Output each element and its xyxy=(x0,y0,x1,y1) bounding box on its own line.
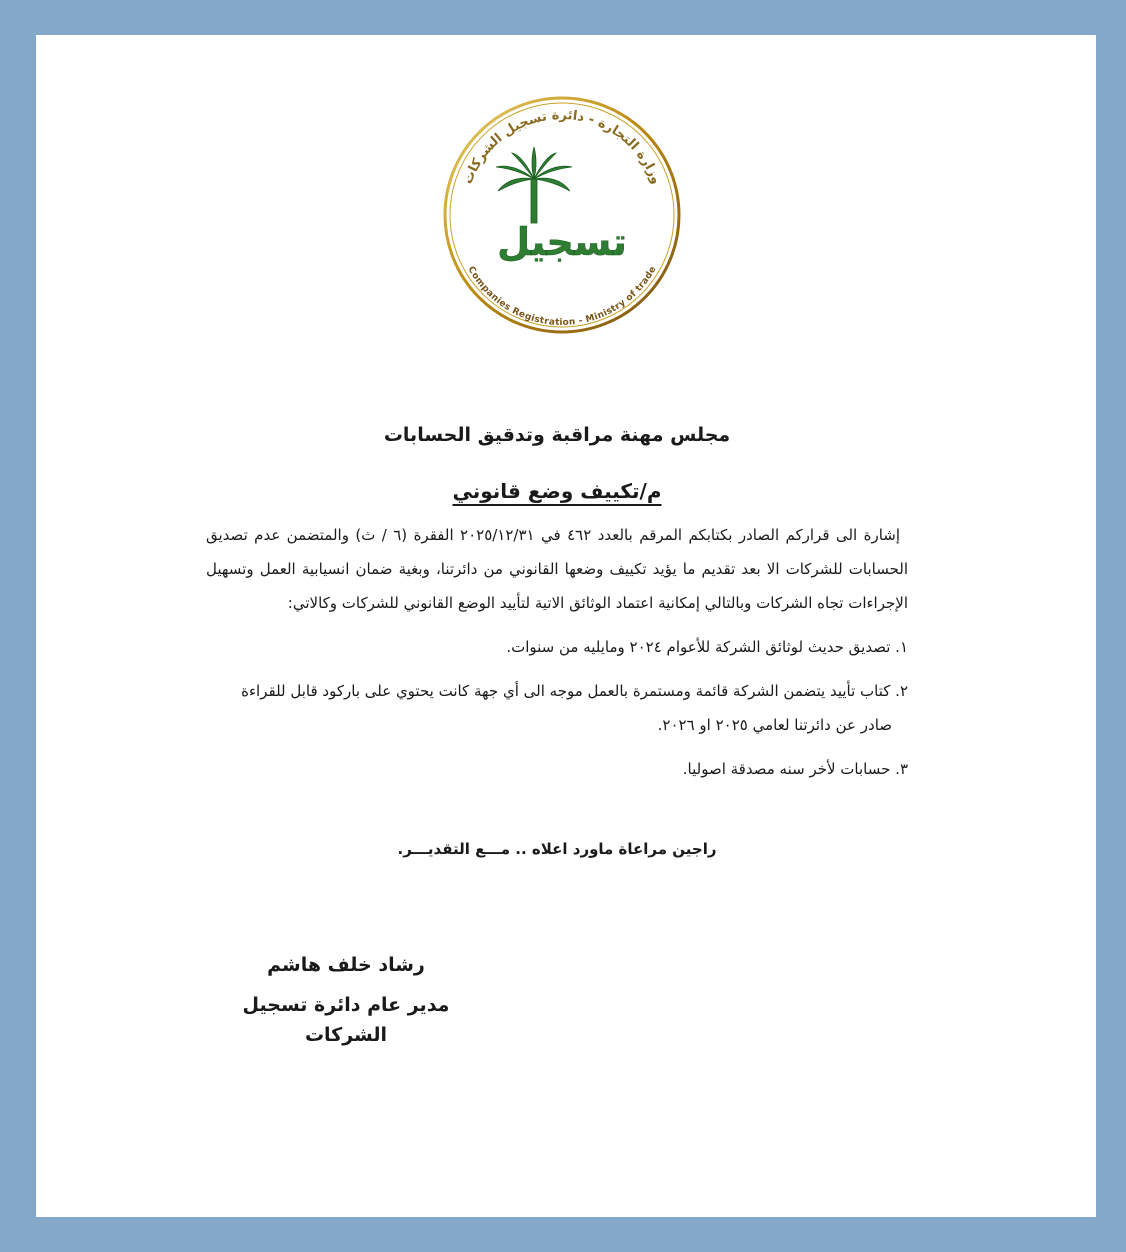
signatory-title: مدير عام دائرة تسجيل الشركات xyxy=(242,994,450,1046)
letter-page xyxy=(36,35,1096,1217)
seal-center-text: تسجيل xyxy=(497,220,627,264)
letter-body-paragraph: إشارة الى قراركم الصادر بكتابكم المرقم بالعدد ٤٦٢ في ٢٠٢٥/١٢/٣١ الفقرة (٦ / ث) والمتضمن عدم تصديق الحسابات للشركات الا بعد تقديم ما يؤيد تكييف وضعها القانوني من دائرتنا، وبغية ضمان انسيابية العمل وتسهيل الإجراءات تجاه الشركات وبالتالي إمكانية اعتماد الوثائق الاتية لتأييد الوضع القانوني للشركات وكالاتي: xyxy=(206,526,908,612)
list-item-text: ١. تصديق حديث لوثائق الشركة للأعوام ٢٠٢٤ ومايليه من سنوات. xyxy=(506,638,908,656)
letter-content xyxy=(206,420,908,1050)
seal-outer-ring xyxy=(445,98,679,332)
ministry-logo-seal xyxy=(442,95,682,335)
list-item-text: ٢. كتاب تأييد يتضمن الشركة قائمة ومستمرة بالعمل موجه الى أي جهة كانت يحتوي على باركود قابل للقراءة xyxy=(241,682,908,700)
list-item xyxy=(206,674,908,742)
list-item xyxy=(206,630,908,664)
letter-subject xyxy=(206,476,908,506)
seal-arabic-path: وزارة التجارة - دائرة تسجيل الشركات xyxy=(460,107,664,187)
seal-english-path: Companies Registration - Ministry of trade xyxy=(465,264,659,328)
signature-block xyxy=(206,950,486,1050)
closing-line: راجين مراعاة ماورد اعلاه .. مـــع التقديـــر. xyxy=(397,840,717,858)
subject-text: م/تكييف وضع قانوني xyxy=(452,479,662,503)
list-item-continuation: صادر عن دائرتنا لعامي ٢٠٢٥ او ٢٠٢٦. xyxy=(657,716,892,734)
list-item xyxy=(206,752,908,786)
list-item-text: ٣. حسابات لأخر سنه مصدقة اصوليا. xyxy=(682,760,908,778)
letter-recipient: مجلس مهنة مراقبة وتدقيق الحسابات xyxy=(383,424,731,446)
signatory-name: رشاد خلف هاشم xyxy=(267,954,425,976)
